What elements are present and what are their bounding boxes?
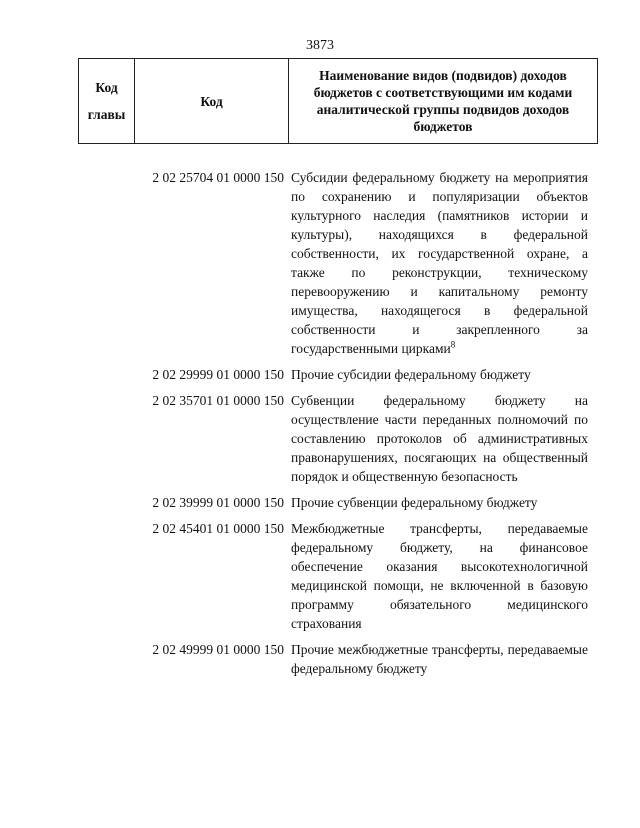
row-code: 2 02 45401 01 0000 150 <box>152 521 284 536</box>
row-code: 2 02 39999 01 0000 150 <box>152 495 284 510</box>
row-name: Прочие субсидии федеральному бюджету <box>291 367 531 382</box>
row-code: 2 02 49999 01 0000 150 <box>152 642 284 657</box>
table-row <box>0 493 640 512</box>
row-name-text: Субсидии федеральному бюджету на мероприятия по сохранению и популяризации объектов культурного наследия (памятников истории и культуры), находящихся в федеральной собственности, их государственной охране, а также по реконструкции, техническому перевооружению и капитальному ремонту имущества, находящегося в федеральной собственности и закрепленного за государственными цирками <box>291 170 588 356</box>
table-row <box>0 168 640 358</box>
table-body <box>0 168 640 685</box>
table-row <box>0 391 640 486</box>
table-row <box>0 365 640 384</box>
header-chapter-code <box>79 59 135 144</box>
row-code: 2 02 25704 01 0000 150 <box>152 170 284 185</box>
header-chapter-code-line2: главы <box>87 107 126 122</box>
row-code: 2 02 29999 01 0000 150 <box>152 367 284 382</box>
footnote-mark: 8 <box>450 339 456 350</box>
header-name: Наименование видов (подвидов) доходов бюджетов с соответствующими им кодами аналитической группы подвидов доходов бюджетов <box>289 59 598 144</box>
row-name: Прочие субвенции федеральному бюджету <box>291 495 538 510</box>
row-code: 2 02 35701 01 0000 150 <box>152 393 284 408</box>
row-name: Субвенции федеральному бюджету на осуществление части переданных полномочий по составлению протоколов об административных правонарушениях, посягающих на общественный порядок и общественную безопасность <box>291 393 588 484</box>
header-code: Код <box>135 59 289 144</box>
row-name: Межбюджетные трансферты, передаваемые федеральному бюджету, на финансовое обеспечение оказания высокотехнологичной медицинской помощи, не включенной в базовую программу обязательного медицинского страхования <box>291 521 588 631</box>
page-number: 3873 <box>306 38 334 53</box>
table-row <box>0 640 640 678</box>
row-name: Прочие межбюджетные трансферты, передаваемые федеральному бюджету <box>291 642 588 676</box>
row-name <box>291 168 588 358</box>
table-header <box>78 58 598 144</box>
table-row <box>0 519 640 633</box>
header-chapter-code-line1: Код <box>95 80 118 95</box>
